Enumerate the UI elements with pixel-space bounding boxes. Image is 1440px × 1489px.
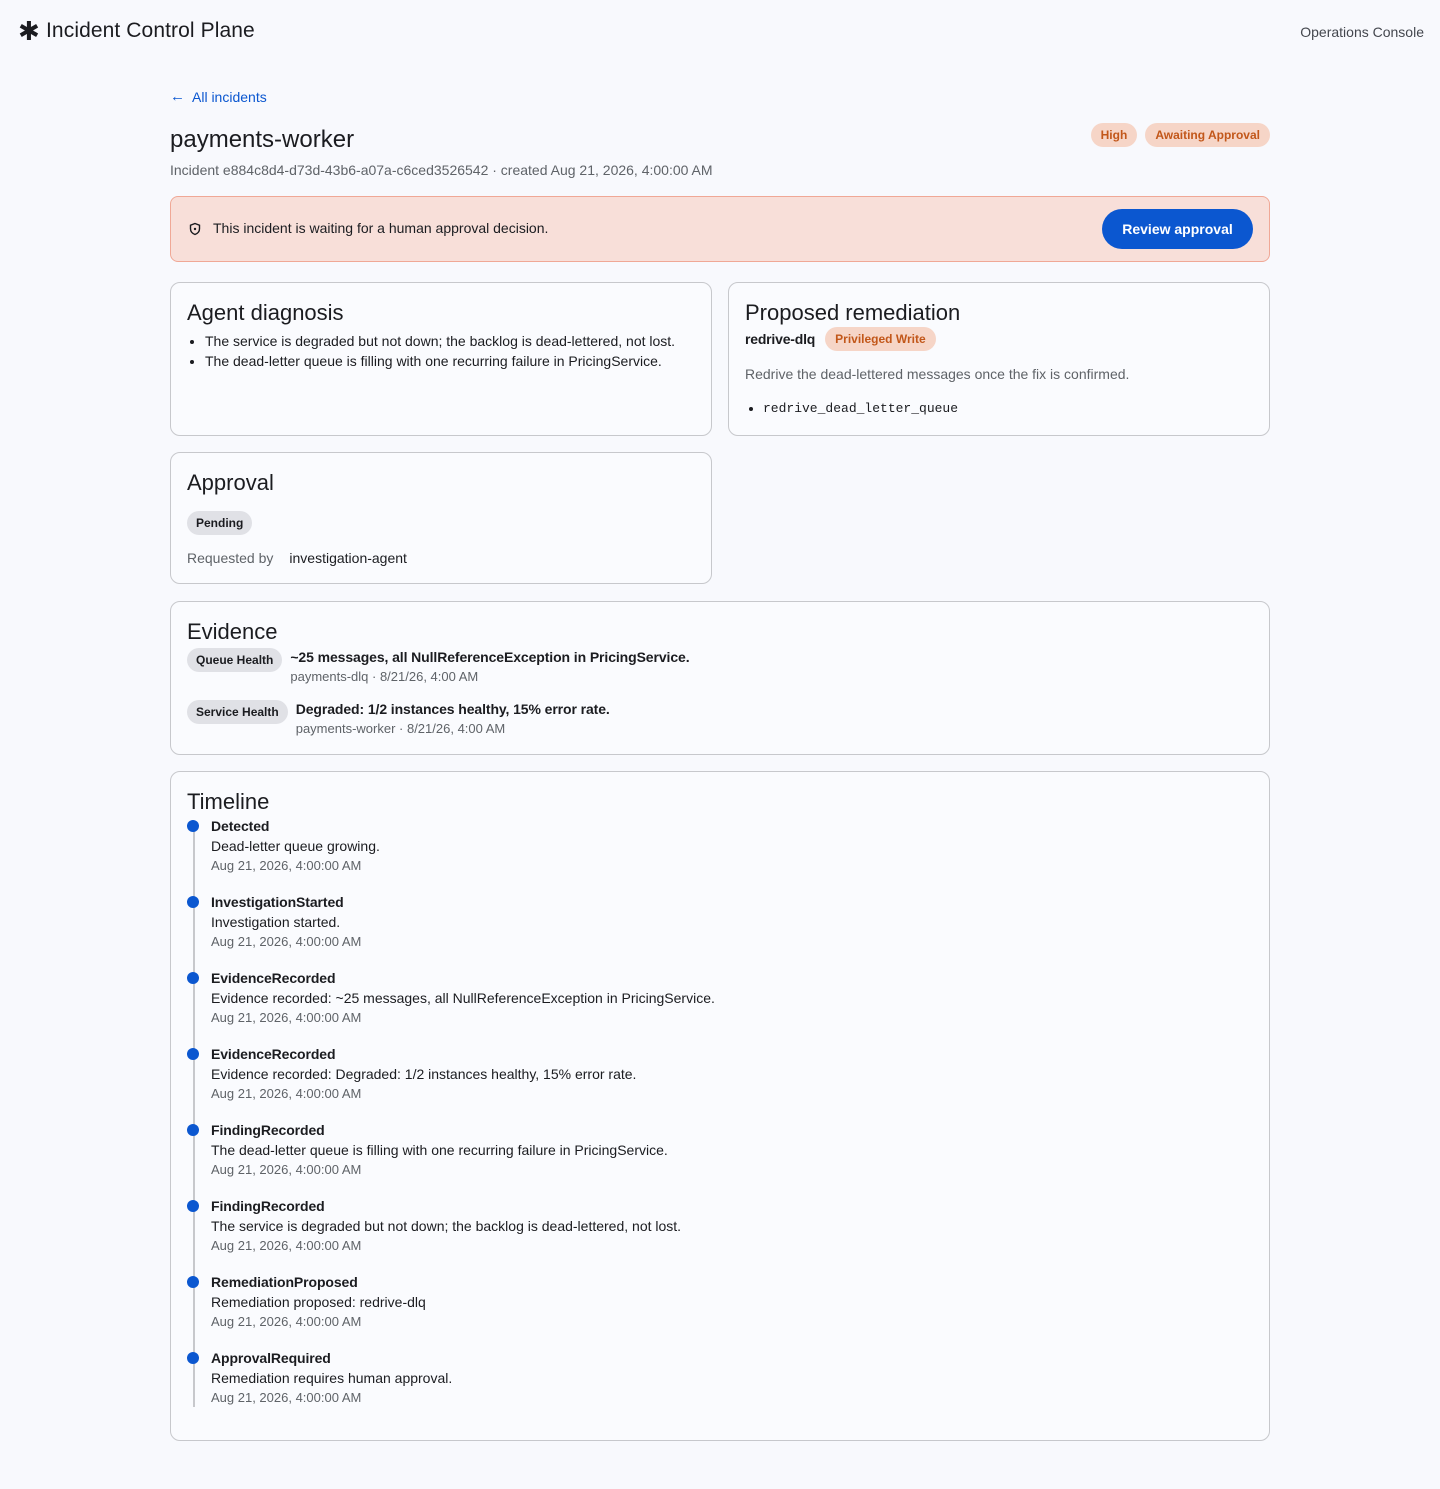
- timeline-event-message: Dead-letter queue growing.: [211, 838, 380, 854]
- review-approval-button[interactable]: Review approval: [1102, 209, 1253, 249]
- approval-banner: [170, 196, 1270, 262]
- back-link-label: All incidents: [192, 89, 267, 105]
- timeline-event-type: Detected: [211, 818, 270, 834]
- timeline-title: Timeline: [187, 789, 270, 814]
- timeline-event-message: Evidence recorded: ~25 messages, all NullReferenceException in PricingService.: [211, 990, 715, 1006]
- timeline-event-time: Aug 21, 2026, 4:00:00 AM: [211, 1390, 362, 1405]
- approval-title: Approval: [187, 470, 274, 495]
- evidence-title: Evidence: [187, 619, 278, 644]
- remediation-header: [745, 327, 936, 351]
- evidence-tag: Service Health: [187, 700, 288, 724]
- severity-badge: High: [1091, 123, 1138, 147]
- approval-card: [170, 452, 712, 584]
- timeline-event-type: ApprovalRequired: [211, 1350, 331, 1366]
- console-label: Operations Console: [1300, 24, 1424, 40]
- timeline-event-message: The dead-letter queue is filling with one recurring failure in PricingService.: [211, 1142, 668, 1158]
- remediation-description: Redrive the dead-lettered messages once the fix is confirmed.: [745, 366, 1130, 382]
- all-incidents-link[interactable]: [170, 88, 267, 106]
- timeline-event-time: Aug 21, 2026, 4:00:00 AM: [211, 934, 362, 949]
- evidence-item: [187, 648, 689, 684]
- evidence-source: payments-worker · 8/21/26, 4:00 AM: [295, 721, 506, 736]
- timeline-event-type: EvidenceRecorded: [211, 970, 336, 986]
- requested-by-value: investigation-agent: [289, 550, 407, 566]
- timeline-event-time: Aug 21, 2026, 4:00:00 AM: [211, 1010, 362, 1025]
- timeline-dot: [187, 1048, 199, 1060]
- diagnosis-card: [170, 282, 712, 436]
- timeline-dot: [187, 820, 199, 832]
- status-badge: Awaiting Approval: [1145, 123, 1270, 147]
- evidence-body: [290, 648, 689, 684]
- diagnosis-title: Agent diagnosis: [187, 300, 344, 325]
- banner-text: This incident is waiting for a human approval decision.: [213, 220, 549, 236]
- approval-status-chip: Pending: [187, 511, 252, 535]
- privileged-badge: Privileged Write: [825, 327, 935, 351]
- timeline-event-message: The service is degraded but not down; the backlog is dead-lettered, not lost.: [211, 1218, 682, 1234]
- asterisk-icon: ✱: [18, 16, 40, 46]
- remediation-title: Proposed remediation: [745, 300, 961, 325]
- evidence-summary: ~25 messages, all NullReferenceException in PricingService.: [290, 649, 690, 665]
- timeline-event-type: EvidenceRecorded: [211, 1046, 336, 1062]
- remediation-name: redrive-dlq: [745, 331, 816, 347]
- timeline-event-time: Aug 21, 2026, 4:00:00 AM: [211, 1314, 362, 1329]
- timeline-event-time: Aug 21, 2026, 4:00:00 AM: [211, 1086, 362, 1101]
- diagnosis-item: • The dead-letter queue is filling with one recurring failure in PricingService.: [205, 351, 675, 371]
- diagnosis-item: • The service is degraded but not down; the backlog is dead-lettered, not lost.: [205, 331, 675, 351]
- shield-icon: [188, 222, 202, 236]
- timeline-event-message: Remediation proposed: redrive-dlq: [211, 1294, 426, 1310]
- timeline-event-message: Investigation started.: [211, 914, 341, 930]
- timeline-dot: [187, 972, 199, 984]
- arrow-left-icon: ←: [170, 88, 185, 105]
- incident-meta: Incident e884c8d4-d73d-43b6-a07a-c6ced3526542 · created Aug 21, 2026, 4:00:00 AM: [170, 162, 713, 178]
- remediation-action: • redrive_dead_letter_queue: [763, 401, 958, 416]
- timeline-event-type: FindingRecorded: [211, 1122, 325, 1138]
- diagnosis-list: [205, 331, 675, 371]
- evidence-card: [170, 601, 1270, 755]
- brand: [18, 18, 255, 44]
- timeline-dot: [187, 1352, 199, 1364]
- app-header: [0, 0, 1440, 64]
- app-title: Incident Control Plane: [46, 19, 255, 42]
- timeline-dot: [187, 1200, 199, 1212]
- remediation-actions: [763, 401, 958, 416]
- timeline-dot: [187, 896, 199, 908]
- remediation-card: [728, 282, 1270, 436]
- timeline-event-time: Aug 21, 2026, 4:00:00 AM: [211, 858, 362, 873]
- evidence-body: [296, 700, 610, 736]
- timeline-event-type: RemediationProposed: [211, 1274, 358, 1290]
- timeline-line: [193, 827, 195, 1407]
- page-title: payments-worker: [170, 126, 355, 153]
- timeline-card: [170, 771, 1270, 1441]
- timeline-dot: [187, 1276, 199, 1288]
- timeline-event-type: InvestigationStarted: [211, 894, 344, 910]
- requested-by-row: [187, 550, 407, 566]
- timeline-event-message: Remediation requires human approval.: [211, 1370, 453, 1386]
- evidence-item: [187, 700, 610, 736]
- evidence-tag: Queue Health: [187, 648, 282, 672]
- timeline-event-time: Aug 21, 2026, 4:00:00 AM: [211, 1162, 362, 1177]
- timeline-dot: [187, 1124, 199, 1136]
- evidence-source: payments-dlq · 8/21/26, 4:00 AM: [290, 669, 479, 684]
- incident-badges: [1091, 123, 1270, 147]
- evidence-summary: Degraded: 1/2 instances healthy, 15% error rate.: [295, 701, 610, 717]
- timeline-event-type: FindingRecorded: [211, 1198, 325, 1214]
- timeline-event-time: Aug 21, 2026, 4:00:00 AM: [211, 1238, 362, 1253]
- timeline-event-message: Evidence recorded: Degraded: 1/2 instances healthy, 15% error rate.: [211, 1066, 637, 1082]
- requested-by-label: Requested by: [187, 550, 274, 566]
